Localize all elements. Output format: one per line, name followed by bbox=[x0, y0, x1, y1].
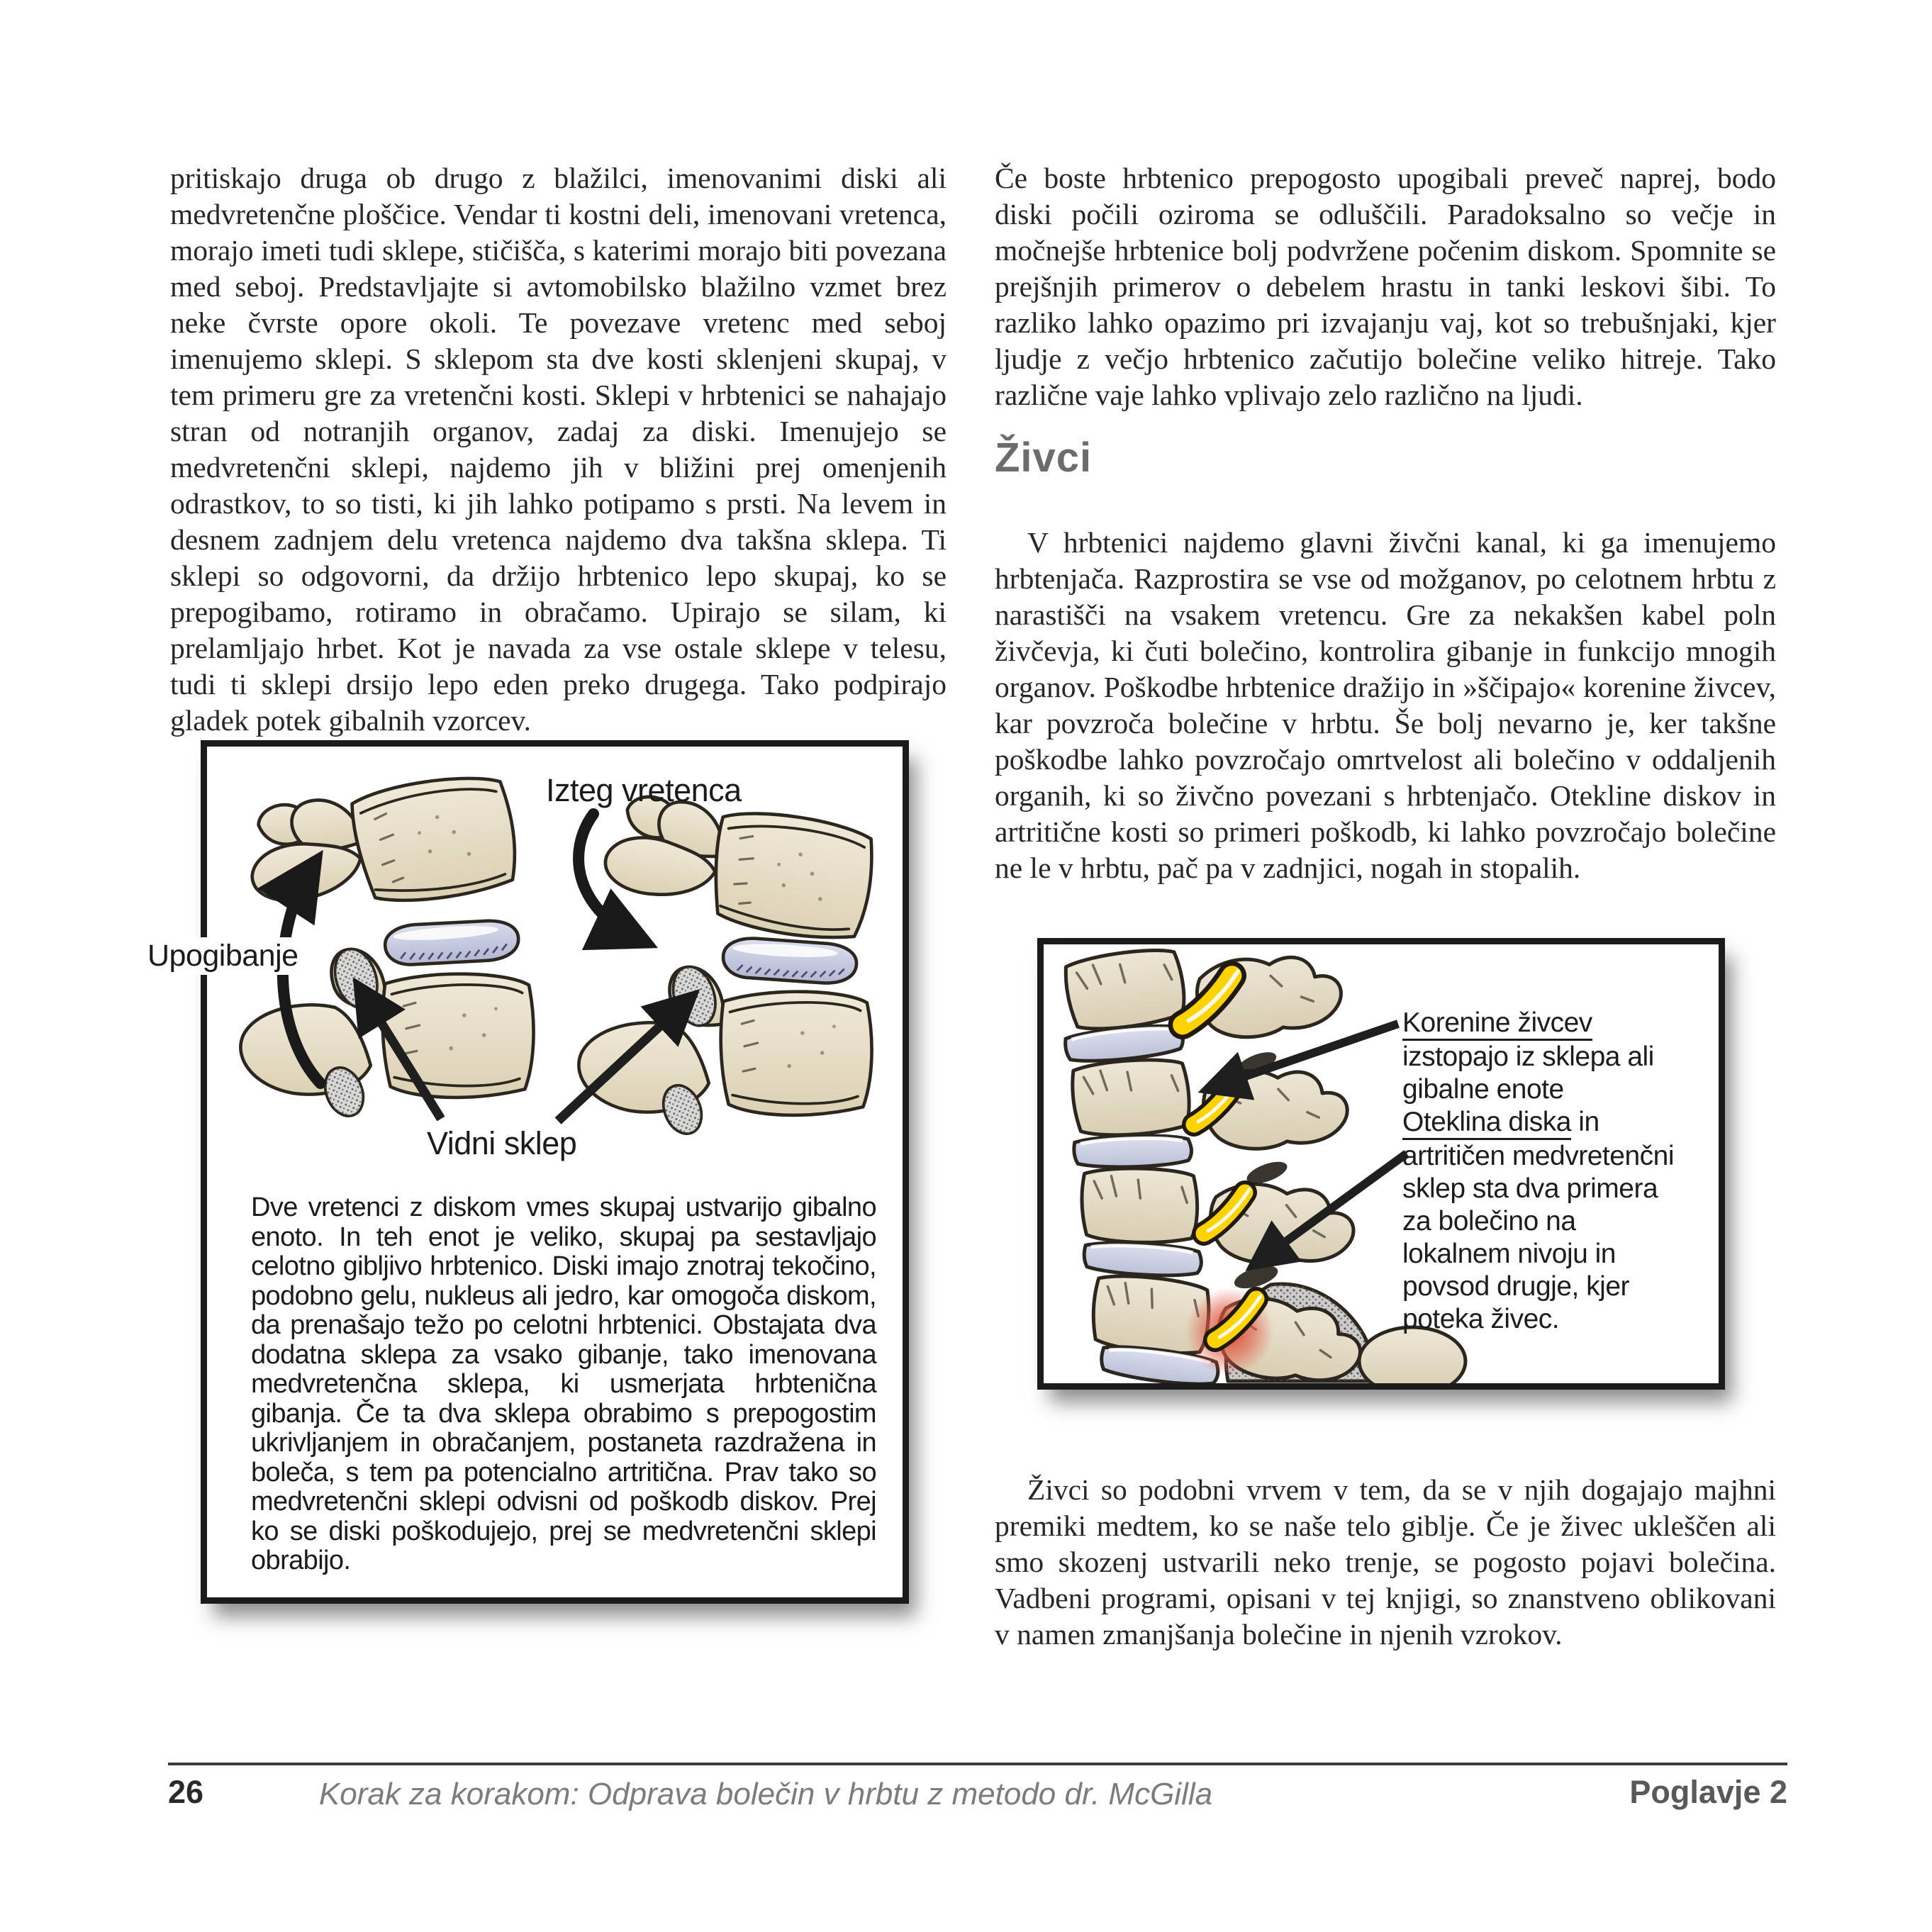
extension-label: Izteg vretenca bbox=[546, 772, 742, 808]
annotation-line: lokalnem nivoju in bbox=[1402, 1239, 1616, 1269]
right-column-paragraph-2: V hrbtenici najdemo glavni živčni kanal, ki ga imenujemo hrbtenjača. Razprostira se vse od možganov, po celotnem hrbtu z narastišči na vsakem vretencu. Gre za nekakšen kabel poln živčevja, ki čuti bolečino, kontrolira gibanje in funkcijo mnogih organov. Poškodbe hrbtenice dražijo in »ščipajo« korenine živcev, kar povzroča bolečine v hrbtu. Še bolj nevarno je, ker takšne poškodbe lahko povzročajo omrtvelost ali bolečino v oddaljenih organih, ki so živčno povezani s hrbtenjačo. Otekline diskov in artritične kosti so primeri poškodb, ki lahko povzročajo bolečine ne le v hrbtu, pač pa v zadnjici, nogah in stopalih. bbox=[995, 526, 1776, 884]
figure1-caption: Dve vretenci z diskom vmes skupaj ustvarijo gibalno enoto. In teh enot je veliko, skupaj pa sestavljajo celotno gibljivo hrbtenico. Diski imajo znotraj tekočino, podobno gelu, nukleus ali jedro, kar omogoča diskom, da prenašajo težo po celotni hrbtenici. Obstajata dva dodatna sklepa za vsako gibanje, tako imenovana medvretenčna sklepa, ki usmerjata hrbtenična gibanja. Če ta dva sklepa obrabimo s prepogostim ukrivljanjem in obračanjem, postaneta razdražena in boleča, s tem pa potencialno artritična. Prav tako so medvretenčni sklepi odvisni od poškodb diskov. Prej ko se diski poškodujejo, prej se medvretenčni sklepi obrabijo. bbox=[251, 1193, 876, 1575]
annotation-line: Oteklina diska in bbox=[1402, 1106, 1674, 1140]
annotation-line: sklep sta dva primera bbox=[1402, 1173, 1658, 1204]
section-heading-zivci: Živci bbox=[995, 435, 1093, 481]
extension-motion-unit bbox=[579, 788, 878, 1139]
right-column-paragraph-1: Če boste hrbtenico prepogosto upogibali preveč naprej, bodo diski počili oziroma se odluščili. Paradoksalno so večje in močnejše hrbtenice bolj podvržene počenim diskom. Spomnite se prejšnjih primerov o debelem hrastu in tanki leskovi šibi. To razliko lahko opazimo pri izvajanju vaj, kot so trebušnjaki, kjer ljudje z večjo hrbtenico začutijo bolečine veliko hitreje. Tako različne vaje lahko vplivajo zelo različno na ljudi. bbox=[995, 162, 1776, 411]
annotation-line: poteka živec. bbox=[1402, 1304, 1560, 1334]
figure-motion-unit bbox=[201, 740, 909, 1604]
annotation-line: gibalne enote bbox=[1402, 1074, 1564, 1105]
right-column-paragraph-3: Živci so podobni vrvem v tem, da se v njih dogajajo majhni premiki medtem, ko se naše telo giblje. Če je živec ukleščen ali smo skozenj ustvarili neko trenje, se pogosto pojavi bolečina. Vadbeni programi, opisani v tej knjigi, so znanstveno oblikovani v namen zmanjšanja bolečine in njenih vzrokov. bbox=[995, 1473, 1776, 1651]
chapter-label: Poglavje 2 bbox=[1629, 1774, 1787, 1810]
visible-joint-label: Vidni sklep bbox=[427, 1125, 577, 1161]
annotation-line: artritičen medvretenčni bbox=[1402, 1141, 1674, 1171]
annotation-line: izstopajo iz sklepa ali bbox=[1402, 1042, 1654, 1072]
annotation-line: Korenine živcev bbox=[1402, 1007, 1674, 1041]
annotation-line: povsod drugje, kjer bbox=[1402, 1271, 1630, 1302]
left-column-paragraph: pritiskajo druga ob drugo z blažilci, imenovanimi diski ali medvretenčne ploščice. Vendar ti kostni deli, imenovani vretenca, morajo imeti tudi sklepe, stičišča, s katerimi morajo biti povezana med seboj. Predstavljajte si avtomobilsko blažilno vzmet brez neke čvrste opore okoli. Te povezave vretenc med seboj imenujemo sklepi. S sklepom sta dve kosti sklenjeni skupaj, v tem primeru gre za vretenčni kosti. Sklepi v hrbtenici se nahajajo stran od notranjih organov, zadaj za diski. Imenujejo se medvretenčni sklepi, najdemo jih v bližini prej omenjenih odrastkov, to so tisti, ki jih lahko potipamo s prsti. Na levem in desnem zadnjem delu vretenca najdemo dva takšna sklepa. Ti sklepi so odgovorni, da držijo hrbtenico lepo skupaj, ko se prepogibamo, rotiramo in obračamo. Upirajo se silam, ki prelamljajo hrbet. Kot je navada za vse ostale sklepe v telesu, tudi ti sklepi drsijo lepo eden preko drugega. Tako podpirajo gladek potek gibalnih vzorcev. bbox=[170, 162, 947, 737]
figure2-annotations bbox=[1402, 1007, 1674, 1336]
spine-motion-unit-illustration bbox=[207, 747, 903, 1190]
footer-rule bbox=[168, 1763, 1787, 1765]
flexion-label: Upogibanje bbox=[139, 937, 307, 975]
figure-nerve-roots bbox=[1037, 938, 1725, 1390]
annotation-line: za bolečino na bbox=[1402, 1206, 1576, 1236]
page-number: 26 bbox=[168, 1774, 204, 1810]
running-book-title: Korak za korakom: Odprava bolečin v hrbtu z metodo dr. McGilla bbox=[318, 1777, 1213, 1811]
